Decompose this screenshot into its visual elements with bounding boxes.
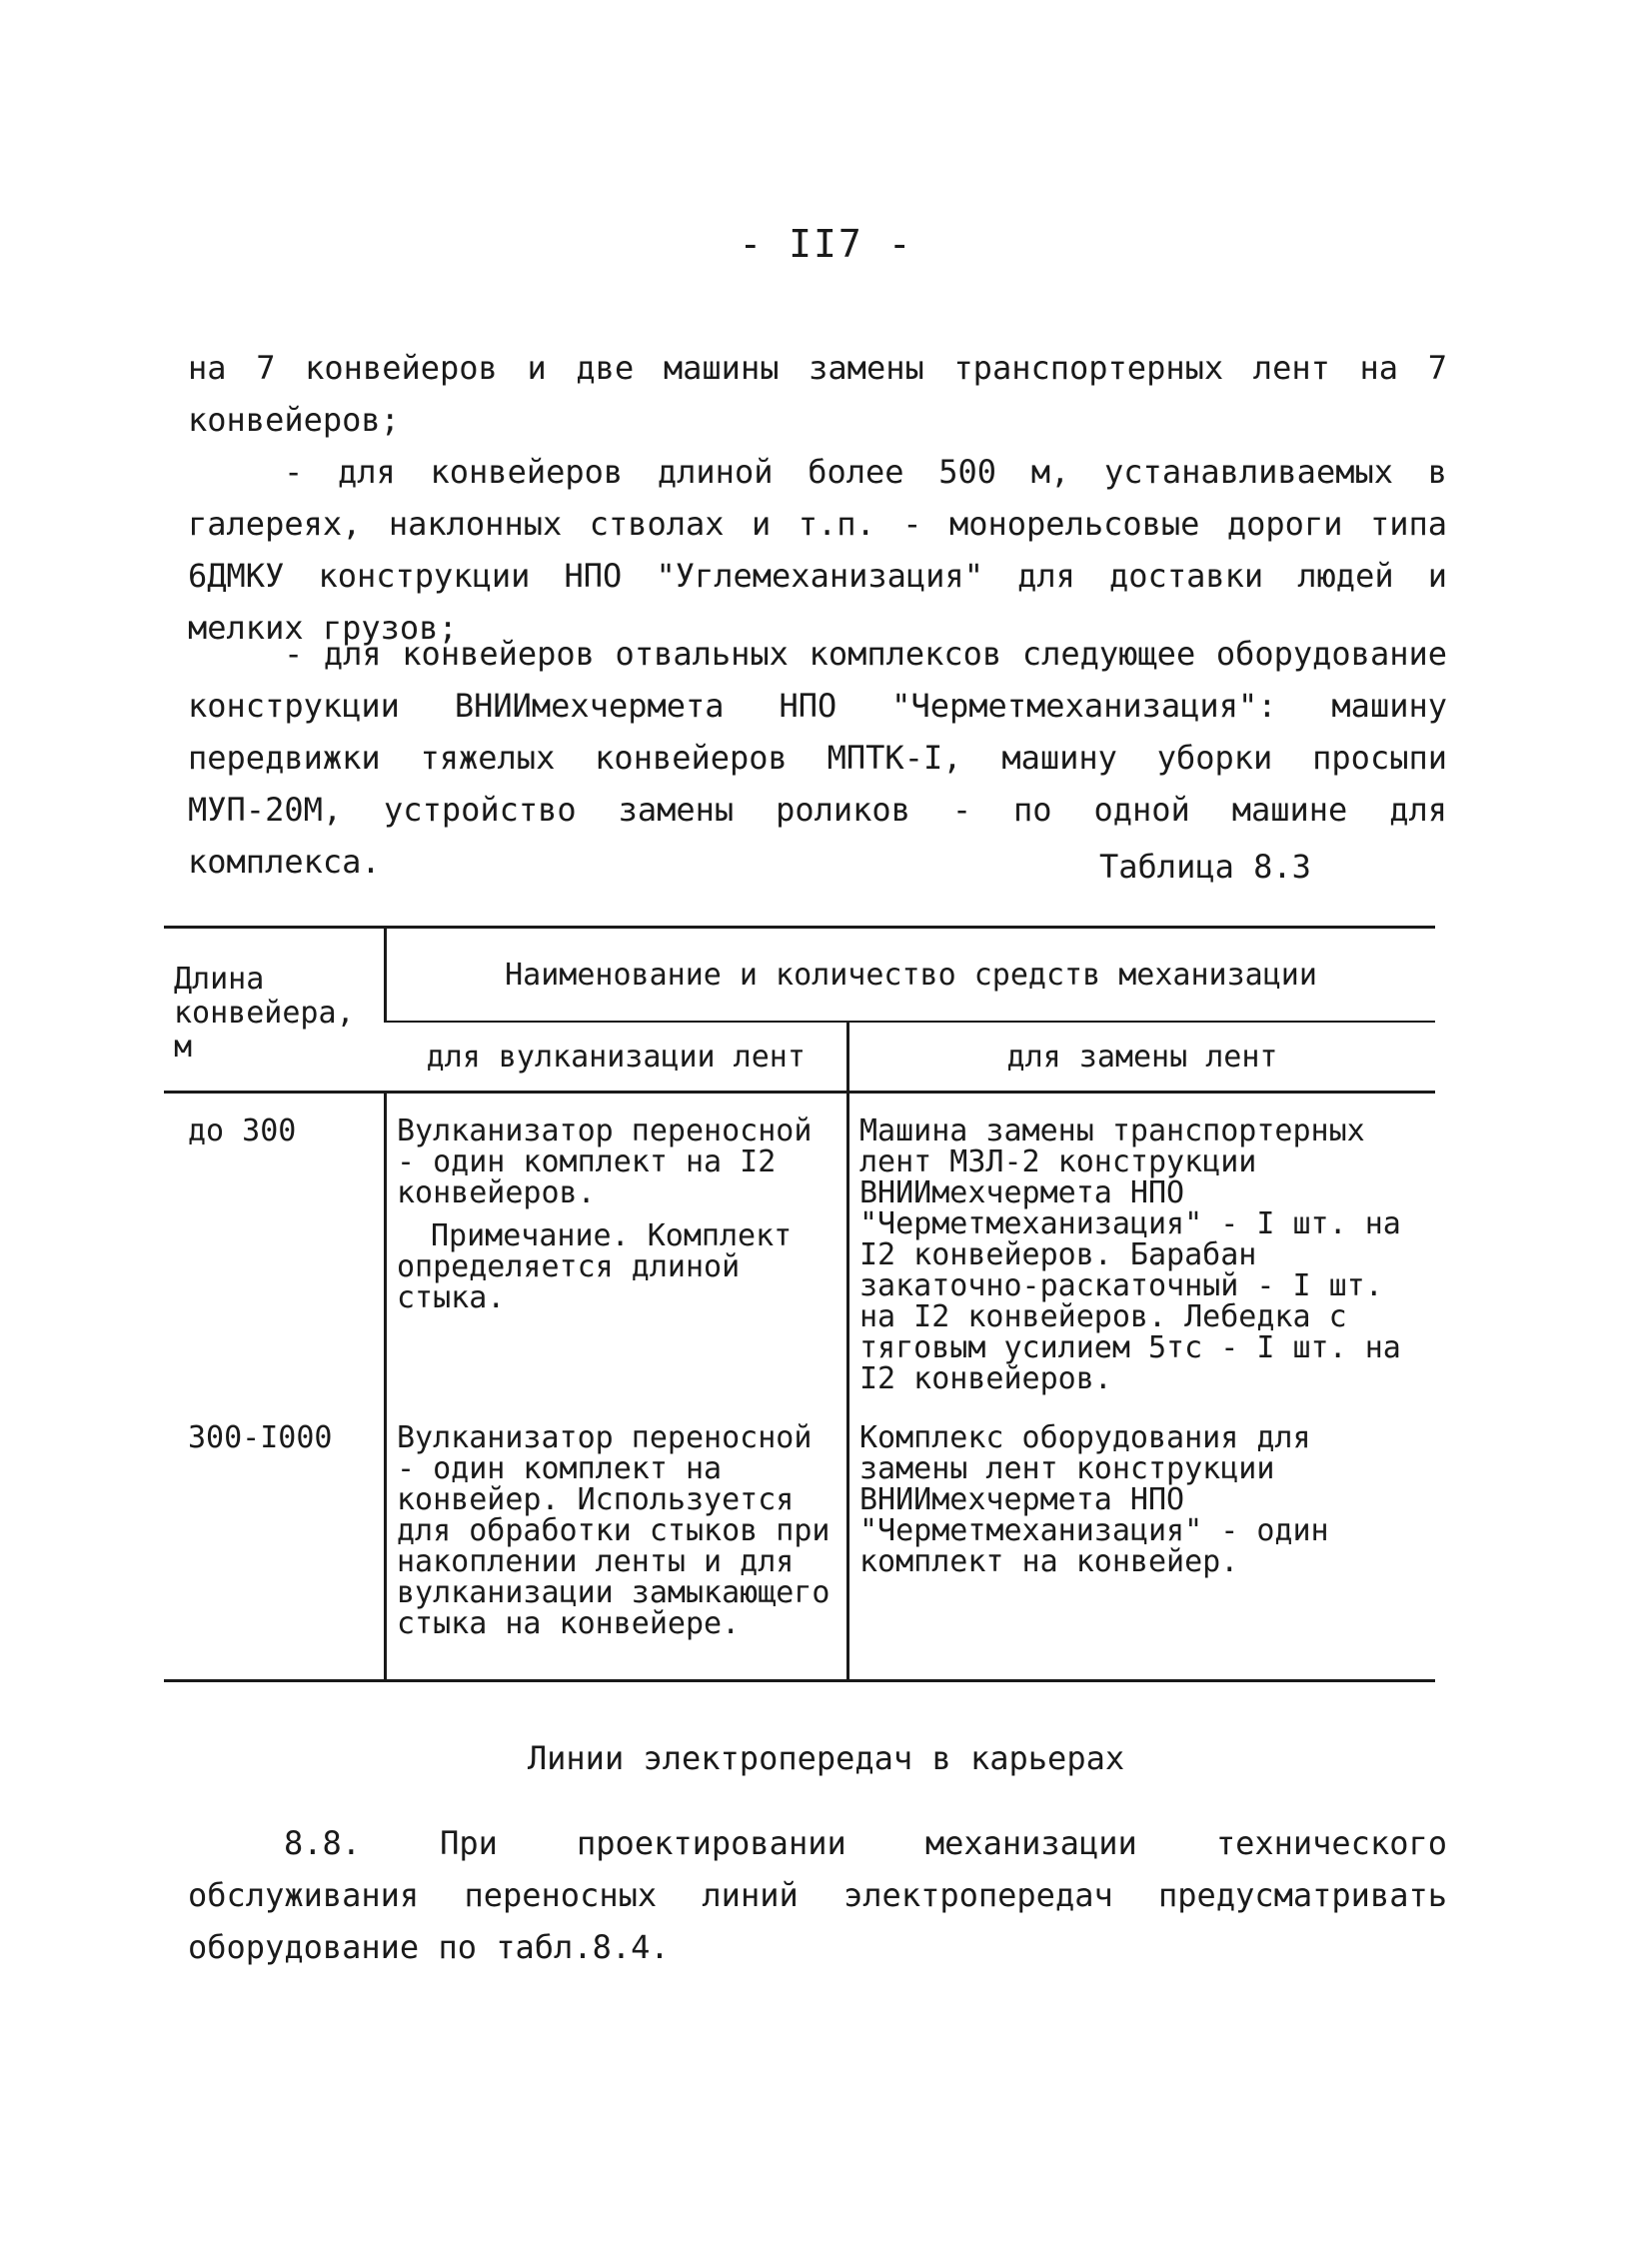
section-heading: Линии электропередач в карьерах [527,1739,1125,1777]
cell-vulcanization-text: Вулканизатор переносной - один комплект на I2 конвейеров. [397,1114,813,1210]
cell-vulcanization: Вулканизатор переносной - один комплект на конвейер. Используется для обработки стыков при накоплении ленты и для вулканизации замыкающего стыка на конвейере. [386,1400,848,1681]
header-replacement: для замены лент [848,1022,1436,1093]
mechanization-table [164,926,1435,1682]
cell-replacement: Машина замены транспортерных лент МЗЛ-2 конструкции ВНИИмехчермета НПО "Черметмеханизация" - I шт. на I2 конвейеров. Барабан закаточно-раскаточный - I шт. на I2 конвейеров. Лебедка с тяговым усилием 5тс - I шт. на I2 конвейеров. [848,1093,1436,1401]
cell-note: Примечание. Комплект определяется длиной стыка. [397,1218,793,1315]
cell-replacement: Комплекс оборудования для замены лент конструкции ВНИИмехчермета НПО "Черметмеханизация" - один комплект на конвейер. [848,1400,1436,1681]
paragraph-continuation: на 7 конвейеров и две машины замены транспортерных лент на 7 конвейеров; [188,349,1447,439]
table-row [164,1093,1435,1401]
header-conveyor-length: Длина конвейера, м [164,928,386,1093]
cell-length: до 300 [188,1114,297,1148]
cell-length: 300-I000 [164,1400,386,1681]
table-header-row [164,928,1435,1023]
table-row [164,1400,1435,1681]
table-caption: Таблица 8.3 [1099,848,1311,886]
cell-vulcanization [386,1093,848,1401]
header-vulcanization: для вулканизации лент [386,1022,848,1093]
paragraph-dump-complexes: - для конвейеров отвальных комплексов следующее оборудование конструкции ВНИИмехчермета НПО "Черметмеханизация": машину передвижки тяжелых конвейеров МПТК-I, машину уборки просыпи МУП-20М, устройство замены роликов - по одной машине для комплекса. [188,635,1447,881]
page-number: - II7 - [739,222,913,266]
paragraph-8-8: 8.8. При проектировании механизации технического обслуживания переносных линий электропередач предусматривать оборудование по табл.8.4. [188,1824,1447,1966]
header-mechanization-group: Наименование и количество средств механизации [386,928,1436,1023]
paragraph-monorail: - для конвейеров длиной более 500 м, устанавливаемых в галереях, наклонных стволах и т.п. - монорельсовые дороги типа 6ДМКУ конструкции НПО "Углемеханизация" для доставки людей и мелких грузов; [188,453,1447,647]
